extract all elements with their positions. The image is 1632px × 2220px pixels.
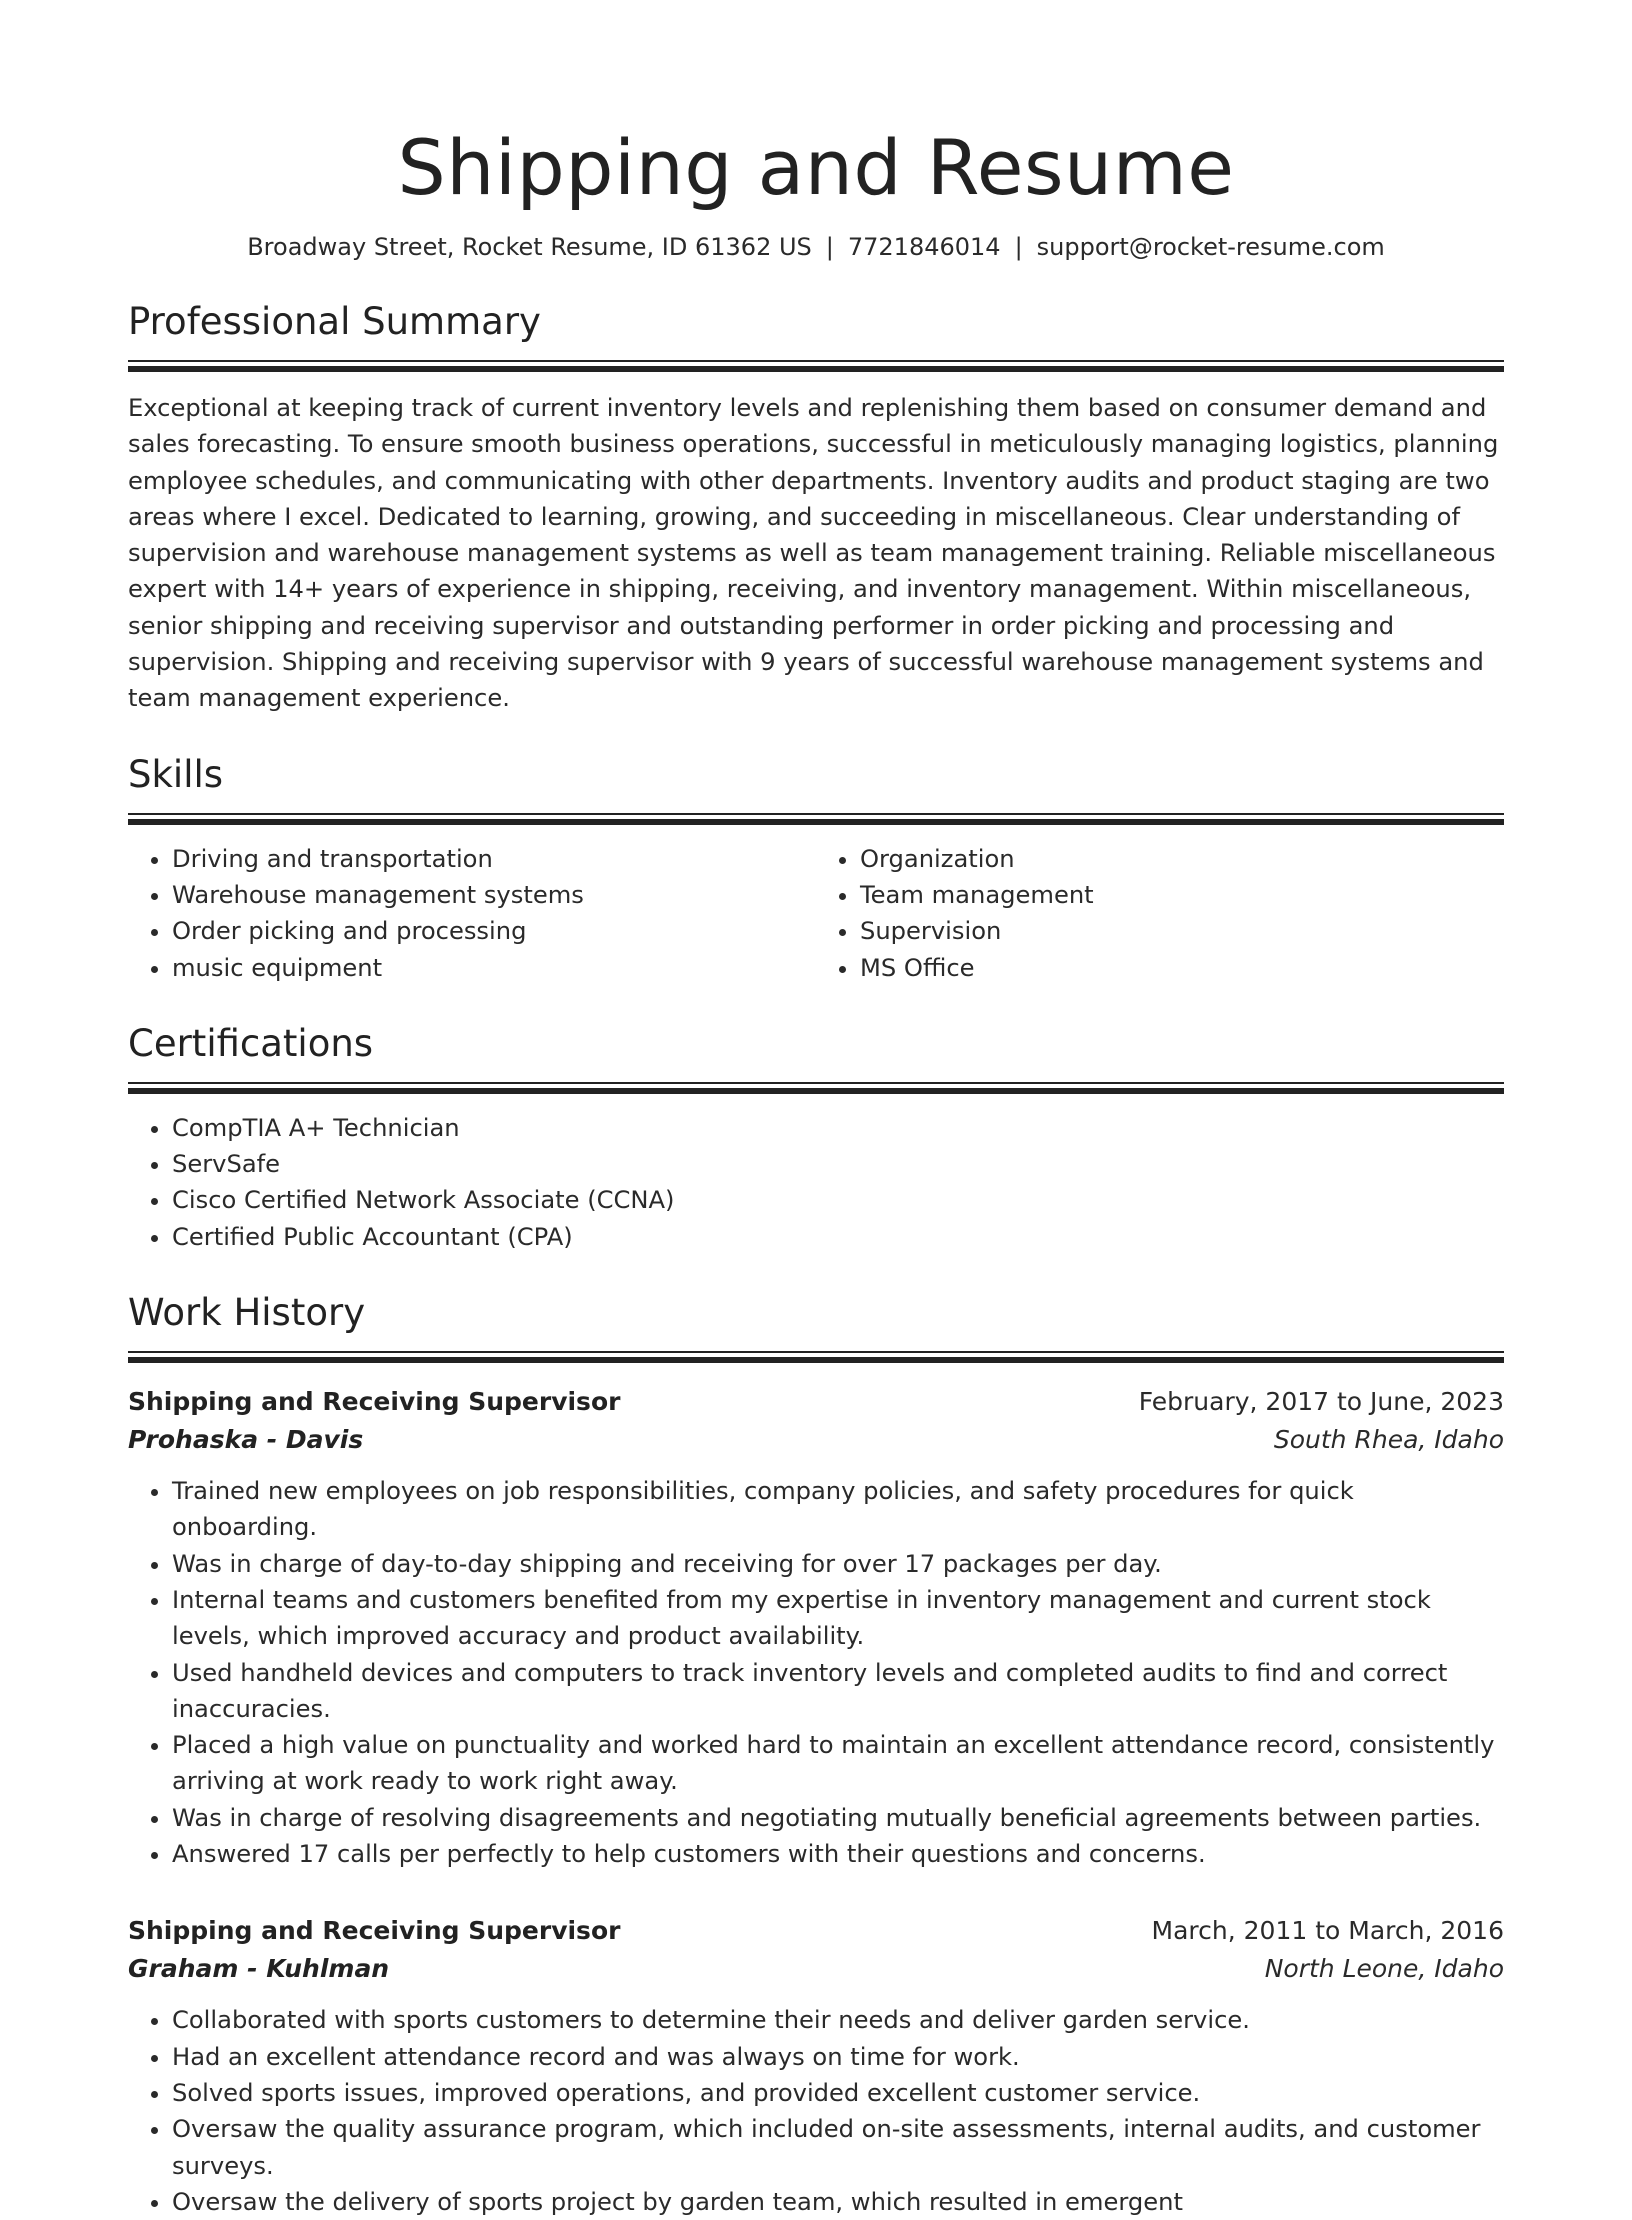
section-title-summary: Professional Summary bbox=[128, 300, 541, 343]
section-rule bbox=[128, 813, 1504, 825]
job-bullet: • Internal teams and customers benefited from my expertise in inventory management and current stock levels, which improved accuracy and product availability. bbox=[172, 1582, 1504, 1655]
certification-item: • Certified Public Accountant (CPA) bbox=[172, 1219, 1504, 1255]
section-rule bbox=[128, 1351, 1504, 1363]
certification-item: • Cisco Certified Network Associate (CCNA) bbox=[172, 1182, 1504, 1218]
work-history-section bbox=[128, 1291, 1504, 2220]
job-bullets bbox=[128, 2002, 1504, 2220]
certification-item: • ServSafe bbox=[172, 1146, 1504, 1182]
skill-item: • Order picking and processing bbox=[172, 913, 816, 949]
section-title-work-history: Work History bbox=[128, 1291, 366, 1335]
job-bullet: • Trained new employees on job responsibilities, company policies, and safety procedures for quick onboarding. bbox=[172, 1473, 1504, 1546]
contact-separator: | bbox=[1014, 233, 1023, 261]
job-dates: March, 2011 to March, 2016 bbox=[1151, 1916, 1504, 1946]
section-title-certifications: Certifications bbox=[128, 1021, 374, 1065]
certifications-list bbox=[128, 1110, 1504, 1255]
job-entry bbox=[128, 1383, 1504, 1872]
summary-section bbox=[128, 300, 1504, 717]
job-header-row bbox=[128, 1383, 1504, 1421]
skill-item: • Organization bbox=[860, 841, 1504, 877]
job-bullet: • Placed a high value on punctuality and worked hard to maintain an excellent attendance record, consistently arriving at work ready to work right away. bbox=[172, 1727, 1504, 1800]
skill-item: • Warehouse management systems bbox=[172, 877, 816, 913]
section-title-skills: Skills bbox=[128, 752, 224, 796]
job-bullet: • Oversaw the delivery of sports project by garden team, which resulted in emergent bbox=[172, 2184, 1504, 2220]
section-rule bbox=[128, 360, 1504, 372]
skill-item: • Supervision bbox=[860, 913, 1504, 949]
job-bullet: • Used handheld devices and computers to track inventory levels and completed audits to find and correct inaccuracies. bbox=[172, 1655, 1504, 1728]
skill-item: • Driving and transportation bbox=[172, 841, 816, 877]
resume-name: Shipping and Resume bbox=[397, 123, 1235, 212]
section-rule bbox=[128, 1082, 1504, 1094]
job-company-row bbox=[128, 1421, 1504, 1459]
skill-item: • music equipment bbox=[172, 950, 816, 986]
skills-section bbox=[128, 753, 1504, 986]
resume-content bbox=[128, 0, 1504, 2220]
contact-separator: | bbox=[825, 233, 834, 261]
contact-address: Broadway Street, Rocket Resume, ID 61362 US bbox=[247, 233, 812, 261]
job-bullet: • Had an excellent attendance record and was always on time for work. bbox=[172, 2039, 1504, 2075]
job-bullets bbox=[128, 1473, 1504, 1872]
job-location: South Rhea, Idaho bbox=[1273, 1425, 1504, 1455]
job-bullet: • Oversaw the quality assurance program, which included on-site assessments, internal audits, and customer surveys. bbox=[172, 2111, 1504, 2184]
certifications-section bbox=[128, 1022, 1504, 1255]
contact-email[interactable]: support@rocket-resume.com bbox=[1036, 233, 1385, 261]
job-dates: February, 2017 to June, 2023 bbox=[1138, 1387, 1504, 1417]
skill-item: • MS Office bbox=[860, 950, 1504, 986]
skills-list-left bbox=[128, 841, 816, 986]
job-company-row bbox=[128, 1950, 1504, 1988]
job-bullet: • Answered 17 calls per perfectly to help customers with their questions and concerns. bbox=[172, 1836, 1504, 1872]
summary-text: Exceptional at keeping track of current inventory levels and replenishing them based on consumer demand and sales forecasting. To ensure smooth business operations, successful in meticulously managing logistics, planning employee schedules, and communicating with other departments. Inventory audits and product staging are two areas where I excel. Dedicated to learning, growing, and succeeding in miscellaneous. Clear understanding of supervision and warehouse management systems as well as team management training. Reliable miscellaneous expert with 14+ years of experience in shipping, receiving, and inventory management. Within miscellaneous, senior shipping and receiving supervisor and outstanding performer in order picking and processing and supervision. Shipping and receiving supervisor with 9 years of successful warehouse management systems and team management experience. bbox=[128, 394, 1499, 713]
skills-list-right bbox=[816, 841, 1504, 986]
contact-phone: 7721846014 bbox=[847, 233, 1001, 261]
job-company: Graham - Kuhlman bbox=[128, 1954, 390, 1984]
job-header-row bbox=[128, 1912, 1504, 1950]
job-title: Shipping and Receiving Supervisor bbox=[128, 1387, 621, 1417]
contact-line bbox=[128, 230, 1504, 264]
job-bullet: • Collaborated with sports customers to determine their needs and deliver garden service. bbox=[172, 2002, 1504, 2038]
job-title: Shipping and Receiving Supervisor bbox=[128, 1916, 621, 1946]
skills-columns bbox=[128, 825, 1504, 986]
job-bullet: • Was in charge of resolving disagreements and negotiating mutually beneficial agreements between parties. bbox=[172, 1800, 1504, 1836]
certification-item: • CompTIA A+ Technician bbox=[172, 1110, 1504, 1146]
skill-item: • Team management bbox=[860, 877, 1504, 913]
job-bullet: • Was in charge of day-to-day shipping and receiving for over 17 packages per day. bbox=[172, 1546, 1504, 1582]
job-entry bbox=[128, 1912, 1504, 2220]
job-location: North Leone, Idaho bbox=[1264, 1954, 1504, 1984]
job-bullet: • Solved sports issues, improved operations, and provided excellent customer service. bbox=[172, 2075, 1504, 2111]
job-company: Prohaska - Davis bbox=[128, 1425, 364, 1455]
